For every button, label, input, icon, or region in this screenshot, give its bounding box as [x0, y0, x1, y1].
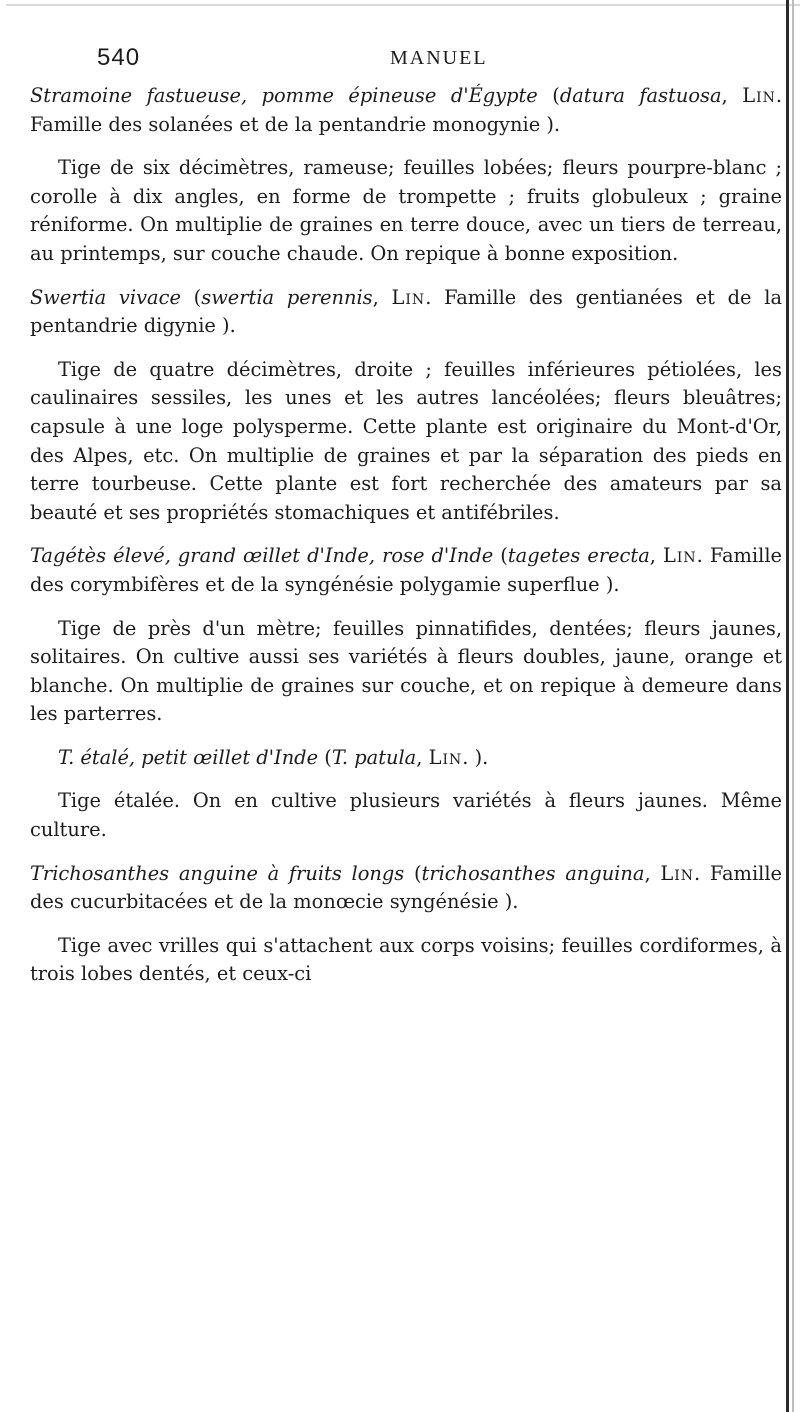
family-text: . Famille des cucurbitacées et de la monœcie syngénésie ).: [30, 861, 783, 914]
common-name: Tagétès élevé, grand œillet d'Inde, rose d'Inde: [30, 544, 494, 568]
common-name: T. étalé, petit œillet d'Inde: [58, 745, 319, 769]
entry-description: Tige de près d'un mètre; feuilles pinnatifides, dentées; fleurs jaunes, solitaires. On cultive aussi ses variétés à fleurs doubles, jaune, orange et blanche. On multiplie de graines sur couche, et on repique à demeure dans les parterres.: [30, 616, 782, 726]
common-name: Swertia vivace: [30, 285, 181, 309]
page-header: [95, 44, 785, 74]
paren-open: (: [493, 544, 508, 568]
entry-heading: [30, 744, 782, 773]
entry-heading: [30, 542, 782, 599]
family-text: . Famille des gentianées et de la pentandrie digynie ).: [30, 285, 783, 338]
edge-shadow-light: [792, 0, 794, 1412]
separator: ,: [416, 745, 429, 769]
author-abbrev: Lin: [391, 285, 426, 309]
family-text: . Famille des solanées et de la pentandrie monogynie ).: [30, 84, 783, 136]
author-abbrev: Lin: [662, 544, 697, 568]
entry-description: Tige de quatre décimètres, droite ; feuilles inférieures pétiolées, les caulinaires sessiles, les unes et les autres lancéolées; fleurs bleuâtres; capsule à une loge polysperme. Cette plante est originaire du Mont-d'Or, des Alpes, etc. On multiplie de graines et par la séparation des pieds en terre tourbeuse. Cette plante est fort recherchée des amateurs par sa beauté et ses propriétés stomachiques et antifébriles.: [30, 357, 782, 524]
author-abbrev: Lin: [742, 84, 776, 107]
common-name: Trichosanthes anguine à fruits longs: [30, 861, 405, 885]
latin-name: tagetes erecta: [507, 544, 650, 568]
common-name: Stramoine fastueuse, pomme épineuse d'Égypte: [30, 84, 538, 107]
latin-name: datura fastuosa: [559, 84, 722, 107]
entry-heading: [30, 860, 782, 917]
entry-description: Tige de six décimètres, rameuse; feuilles lobées; fleurs pourpre-blanc ; corolle à dix angles, en forme de trompette ; fruits globuleux ; graine réniforme. On multiplie de graines en terre douce, avec un tiers de terreau, au printemps, sur couche chaude. On repique à bonne exposition.: [30, 156, 782, 265]
separator: ,: [372, 285, 392, 309]
entry-heading: [30, 82, 782, 139]
paren-open: (: [180, 285, 202, 309]
page-body: [30, 82, 782, 1004]
author-abbrev: Lin: [428, 745, 463, 769]
top-rule: [6, 4, 800, 6]
latin-name: T. patula: [331, 745, 417, 769]
edge-shadow: [786, 0, 789, 1412]
page-binding-edge: [786, 0, 800, 1412]
latin-name: swertia perennis: [201, 285, 373, 309]
paren-open: (: [318, 745, 332, 769]
author-abbrev: Lin: [660, 861, 694, 885]
separator: ,: [721, 84, 743, 107]
paren-open: (: [404, 861, 422, 885]
entry-description: Tige avec vrilles qui s'attachent aux corps voisins; feuilles cordiformes, à trois lobes dentés, et ceux-ci: [30, 933, 782, 986]
page-number: 540: [97, 44, 141, 71]
separator: ,: [644, 861, 661, 885]
family-text: . ).: [462, 745, 489, 769]
separator: ,: [649, 544, 663, 568]
family-text: . Famille des corymbifères et de la syngénésie polygamie superflue ).: [30, 544, 782, 596]
entry-heading: [30, 284, 782, 341]
paren-open: (: [537, 84, 560, 107]
running-title: MANUEL: [390, 47, 488, 69]
entry-description: Tige étalée. On en cultive plusieurs variétés à fleurs jaunes. Même culture.: [30, 789, 782, 842]
latin-name: trichosanthes anguina: [421, 861, 645, 885]
